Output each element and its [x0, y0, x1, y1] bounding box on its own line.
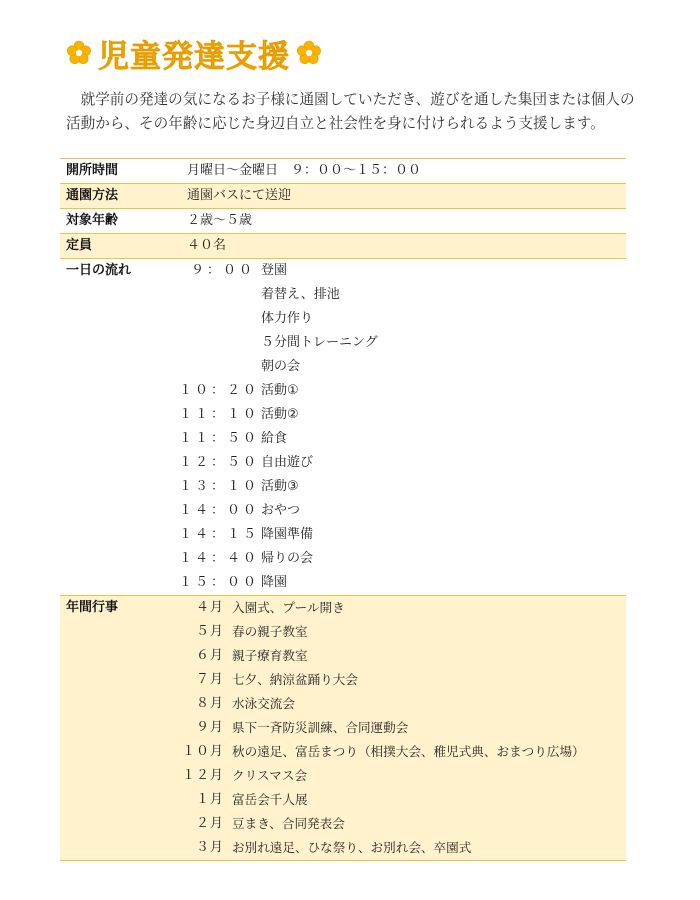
commute-label: 通園方法 — [60, 184, 179, 209]
schedule-time — [179, 283, 255, 307]
schedule-time: １４：００ — [179, 503, 260, 518]
schedule-time: １１：５０ — [179, 431, 260, 446]
row-hours — [60, 159, 626, 184]
event-month: ２月 — [195, 816, 224, 831]
event-month: １０月 — [181, 744, 224, 759]
hours-value: 月曜日～金曜日 ９：００～１５：００ — [187, 163, 422, 178]
schedule-item — [179, 475, 626, 499]
event-name: 春の親子教室 — [232, 624, 308, 639]
event-item — [179, 740, 626, 764]
row-capacity — [60, 234, 626, 259]
schedule-activity: 登園 — [261, 263, 288, 278]
event-name: 県下一斉防災訓練、合同運動会 — [232, 720, 409, 735]
schedule-item — [179, 379, 626, 403]
schedule-item — [179, 499, 626, 523]
schedule-time: １２：５０ — [179, 455, 260, 470]
event-item — [179, 788, 626, 812]
event-name: 豆まき、合同発表会 — [232, 816, 345, 831]
capacity-value: ４０名 — [187, 238, 227, 253]
schedule-activity: 自由遊び — [261, 455, 314, 470]
schedule-item — [179, 355, 626, 379]
event-name: 水泳交流会 — [232, 696, 295, 711]
event-month: ７月 — [195, 672, 224, 687]
annual-events-label: 年間行事 — [60, 596, 179, 861]
schedule-activity: おやつ — [261, 503, 301, 518]
schedule-activity: 降園準備 — [261, 527, 314, 542]
capacity-label: 定員 — [60, 234, 179, 259]
event-item — [179, 764, 626, 788]
event-month: ５月 — [195, 624, 224, 639]
schedule-activity: 体力作り — [261, 311, 314, 326]
daily-flow-list — [179, 259, 626, 596]
schedule-time — [179, 355, 255, 379]
event-month: ９月 — [195, 720, 224, 735]
row-daily-flow — [60, 259, 626, 596]
page-title-text: 児童発達支援 — [98, 38, 290, 75]
schedule-activity: 帰りの会 — [261, 551, 314, 566]
hours-label: 開所時間 — [60, 159, 179, 184]
event-name: 入園式、プール開き — [232, 600, 345, 615]
event-item — [179, 668, 626, 692]
schedule-time: １５：００ — [179, 575, 260, 590]
event-item — [179, 692, 626, 716]
schedule-item — [179, 259, 626, 283]
event-name: 親子療育教室 — [232, 648, 308, 663]
schedule-time: １４：４０ — [179, 551, 260, 566]
event-item — [179, 836, 626, 860]
event-name: 七夕、納涼盆踊り大会 — [232, 672, 358, 687]
daily-flow-label: 一日の流れ — [60, 259, 179, 596]
schedule-item — [179, 331, 626, 355]
event-month: ３月 — [195, 840, 224, 855]
schedule-time: １１：１０ — [179, 407, 260, 422]
schedule-activity: 活動① — [261, 383, 299, 398]
event-name: 富岳会千人展 — [232, 792, 308, 807]
schedule-activity: 活動③ — [261, 479, 299, 494]
row-commute — [60, 184, 626, 209]
event-item — [179, 812, 626, 836]
schedule-item — [179, 283, 626, 307]
event-month: ８月 — [195, 696, 224, 711]
schedule-activity: 朝の会 — [261, 359, 301, 374]
commute-value: 通園バスにて送迎 — [187, 188, 292, 203]
row-annual-events — [60, 596, 626, 861]
flower-icon — [66, 40, 92, 66]
event-month: ６月 — [195, 648, 224, 663]
annual-events-list — [179, 596, 626, 861]
event-item — [179, 716, 626, 740]
schedule-activity: 活動② — [261, 407, 299, 422]
event-name: 秋の遠足、富岳まつり（相撲大会、稚児式典、おまつり広場） — [232, 744, 585, 759]
schedule-item — [179, 451, 626, 475]
event-name: クリスマス会 — [232, 768, 308, 783]
event-name: お別れ遠足、ひな祭り、お別れ会、卒園式 — [232, 840, 472, 855]
event-item — [179, 596, 626, 620]
schedule-time: ９：００ — [190, 263, 255, 278]
flower-icon — [296, 40, 322, 66]
event-month: １２月 — [181, 768, 224, 783]
schedule-item — [179, 547, 626, 571]
schedule-item — [179, 307, 626, 331]
schedule-activity: 着替え、排池 — [261, 287, 340, 302]
intro-paragraph: 就学前の発達の気になるお子様に通園していただき、遊びを通した集団または個人の活動から、その年齢に応じた身辺自立と社会性を身に付けられるよう支援します。 — [66, 91, 635, 132]
schedule-time: １４：１５ — [179, 527, 260, 542]
info-table — [60, 158, 626, 861]
event-item — [179, 644, 626, 668]
row-age — [60, 209, 626, 234]
schedule-item — [179, 427, 626, 451]
age-value: ２歳～５歳 — [187, 213, 253, 228]
event-month: ４月 — [195, 600, 224, 615]
schedule-time — [179, 331, 255, 355]
schedule-item — [179, 523, 626, 547]
schedule-activity: 給食 — [261, 431, 288, 446]
page-title — [66, 28, 322, 78]
schedule-item — [179, 571, 626, 595]
schedule-time — [179, 307, 255, 331]
age-label: 対象年齢 — [60, 209, 179, 234]
event-month: １月 — [195, 792, 224, 807]
schedule-item — [179, 403, 626, 427]
event-item — [179, 620, 626, 644]
schedule-activity: 降園 — [261, 575, 288, 590]
schedule-time: １３：１０ — [179, 479, 260, 494]
schedule-time: １０：２０ — [179, 383, 260, 398]
schedule-activity: ５分間トレーニング — [261, 335, 378, 350]
